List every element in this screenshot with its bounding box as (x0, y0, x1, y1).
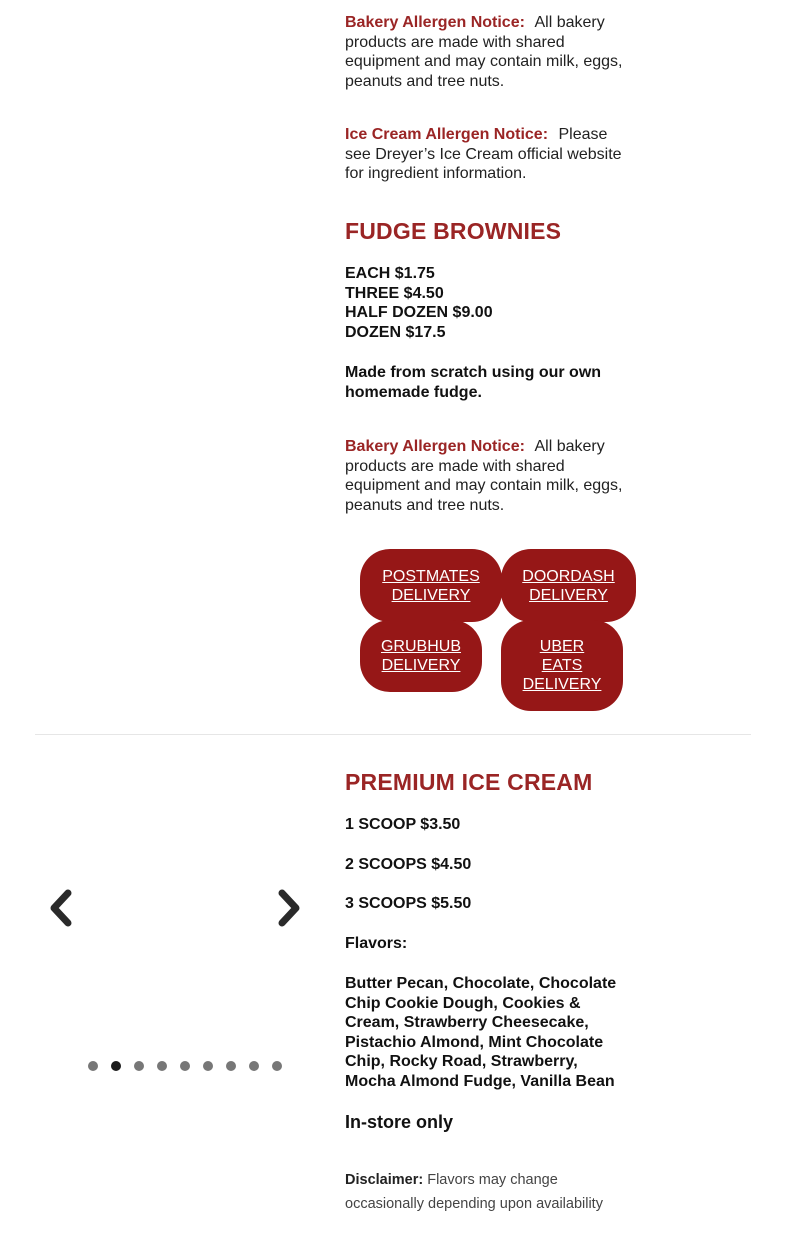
button-label-line: DELIVERY (381, 657, 461, 674)
notice-text: All bakery products are made with shared equipment and may contain milk, eggs, peanuts and tree nuts. (345, 14, 623, 90)
disclaimer-text: Flavors may change occasionally depending upon availability (345, 1172, 603, 1212)
flavors-label: Flavors: (345, 935, 408, 952)
flavor-disclaimer (345, 1168, 630, 1216)
uber-eats-delivery-button[interactable] (501, 620, 623, 711)
carousel-dot[interactable] (180, 1061, 190, 1071)
carousel-dot-active[interactable] (111, 1061, 121, 1071)
chevron-right-icon (274, 888, 304, 928)
carousel-dot[interactable] (157, 1061, 167, 1071)
notice-label: Bakery Allergen Notice: (345, 438, 525, 455)
brownie-price-list (345, 264, 635, 342)
price-item: HALF DOZEN $9.00 (345, 304, 493, 321)
notice-label: Bakery Allergen Notice: (345, 14, 525, 31)
section-title-premium-ice-cream: PREMIUM ICE CREAM (345, 769, 593, 795)
flavors-list: Butter Pecan, Chocolate, Chocolate Chip Cookie Dough, Cookies & Cream, Strawberry Cheesecake, Pistachio Almond, Mint Chocolate Chip, Rocky Road, Strawberry, Mocha Almond Fudge, Vanilla Bean (345, 975, 617, 1090)
button-label-line: GRUBHUB (380, 638, 461, 655)
carousel-dot[interactable] (272, 1061, 282, 1071)
notice-text: All bakery products are made with shared equipment and may contain milk, eggs, peanuts and tree nuts. (345, 438, 623, 514)
button-label-line: DOORDASH (522, 567, 615, 585)
availability-note: In-store only (345, 1112, 454, 1132)
ice-cream-price: 2 SCOOPS $4.50 (345, 856, 472, 873)
carousel-prev-button[interactable] (46, 888, 76, 928)
price-item: THREE $4.50 (345, 284, 444, 302)
disclaimer-label: Disclaimer: (345, 1172, 424, 1188)
section-title-fudge-brownies: FUDGE BROWNIES (345, 218, 562, 244)
carousel-dot[interactable] (88, 1061, 98, 1071)
postmates-delivery-button[interactable] (360, 549, 502, 622)
button-label-line: DELIVERY (391, 586, 471, 604)
price-item: EACH $1.75 (345, 265, 435, 282)
chevron-left-icon (46, 888, 76, 928)
price-item: DOZEN $17.5 (345, 323, 446, 341)
ice-cream-price: 3 SCOOPS $5.50 (345, 895, 472, 912)
doordash-delivery-button[interactable] (501, 549, 636, 622)
notice-text: Please see Dreyer’s Ice Cream official website for ingredient information. (345, 126, 622, 182)
button-label-line: DELIVERY (522, 676, 602, 693)
carousel-dot[interactable] (249, 1061, 259, 1071)
button-label-line: UBER (539, 638, 585, 655)
brownie-description: Made from scratch using our own homemade fudge. (345, 364, 602, 401)
bakery-allergen-notice (345, 13, 635, 91)
ice-cream-price: 1 SCOOP $3.50 (345, 816, 461, 833)
grubhub-delivery-button[interactable] (360, 620, 482, 692)
button-label-line: POSTMATES (382, 567, 480, 585)
notice-label: Ice Cream Allergen Notice: (345, 126, 549, 143)
carousel-dot[interactable] (203, 1061, 213, 1071)
bakery-allergen-notice (345, 437, 635, 515)
section-divider (35, 734, 751, 735)
ice-cream-allergen-notice (345, 125, 635, 184)
button-label-line: EATS (541, 657, 583, 674)
button-label-line: DELIVERY (529, 586, 608, 604)
carousel-dot[interactable] (134, 1061, 144, 1071)
carousel-dot[interactable] (226, 1061, 236, 1071)
carousel-next-button[interactable] (274, 888, 304, 928)
